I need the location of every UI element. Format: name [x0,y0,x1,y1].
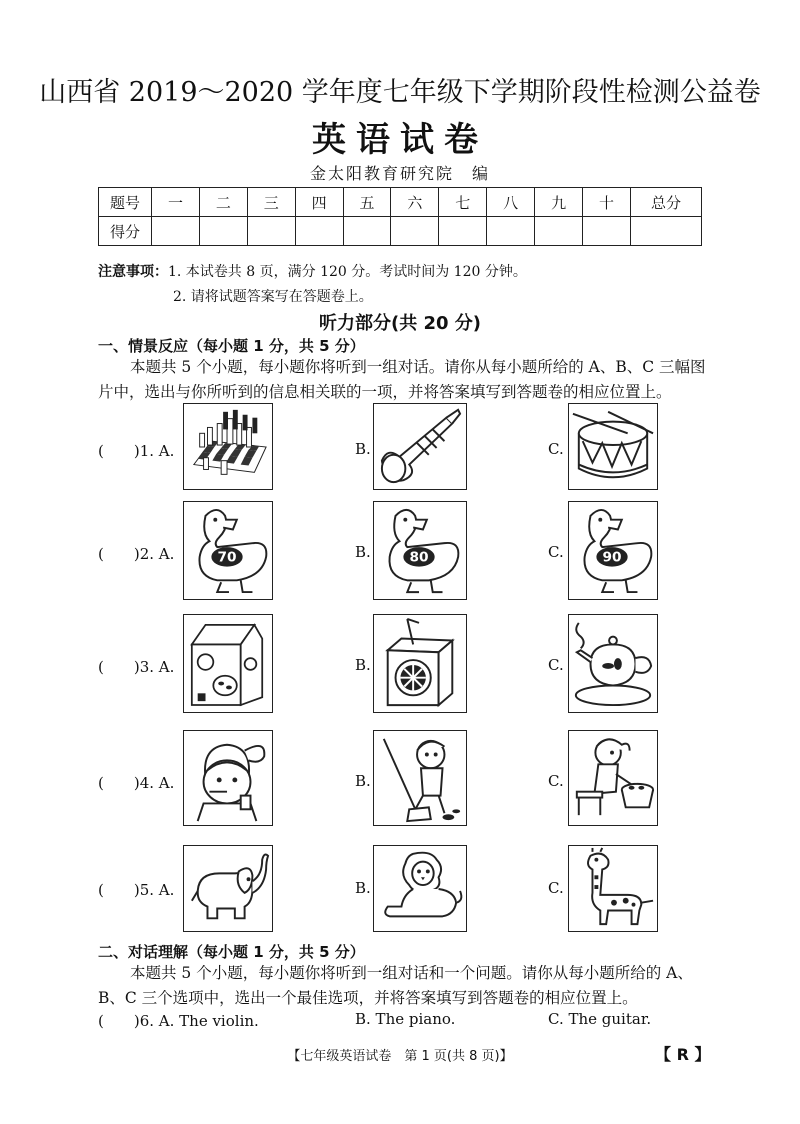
girl-washing-clothes-picture [568,730,658,826]
notice-text-1: 1. 本试卷共 8 页，满分 120 分。考试时间为 120 分钟。 [168,264,527,280]
score-table [98,187,702,246]
score-cell [439,217,487,246]
question-1-option-c: C. [548,440,564,458]
score-header-cell: 总分 [631,188,702,217]
score-table-header-row [99,188,702,217]
question-5-label: ( )5. A. [98,881,175,899]
score-cell [199,217,247,246]
trumpet-picture [373,403,467,490]
chess-board-picture [183,403,273,490]
score-cell [295,217,343,246]
question-2-option-b: B. [355,543,371,561]
score-header-cell: 八 [487,188,535,217]
question-5-option-c: C. [548,879,564,897]
question-6-option-b: B. The piano. [355,1010,456,1028]
paper-version-mark: 【 R 】 [655,1045,711,1064]
score-header-cell: 五 [343,188,391,217]
score-header-cell: 二 [199,188,247,217]
score-header-cell: 题号 [99,188,152,217]
question-4-option-b: B. [355,772,371,790]
question-1-option-b: B. [355,440,371,458]
score-header-cell: 一 [152,188,200,217]
score-header-cell: 四 [295,188,343,217]
question-6-option-c: C. The guitar. [548,1010,652,1028]
compiler-line: 金太阳教育研究院 编 [309,164,490,183]
score-cell [487,217,535,246]
score-header-cell: 十 [583,188,631,217]
lion-picture [373,845,467,932]
elephant-picture [183,845,273,932]
duck-number-90: 90 [602,549,622,566]
section1-instructions-2: 片中，选出与你所听到的信息相关联的一项，并将答案填写到答题卷的相应位置上。 [98,383,672,401]
question-3-label: ( )3. A. [98,658,175,676]
milk-carton-picture [183,614,273,713]
score-table-score-row [99,217,702,246]
page-footer: 【七年级英语试卷 第 1 页(共 8 页)】 [287,1049,513,1064]
section1-instructions-1: 本题共 5 个小题，每小题你将听到一组对话。请你从每小题所给的 A、B、C 三幅图 [130,358,706,376]
drum-picture [568,403,658,490]
section1-heading: 一、情景反应（每小题 1 分，共 5 分） [98,337,365,355]
question-4-label: ( )4. A. [98,774,175,792]
juice-box-picture [373,614,467,713]
question-3-option-c: C. [548,656,564,674]
question-5-option-b: B. [355,879,371,897]
duck-70-picture [183,501,273,600]
score-label-cell: 得分 [99,217,152,246]
score-cell [391,217,439,246]
score-cell [583,217,631,246]
score-header-cell: 六 [391,188,439,217]
score-header-cell: 七 [439,188,487,217]
section2-instructions-2: B、C 三个选项中，选出一个最佳选项，并将答案填写到答题卷的相应位置上。 [98,989,638,1007]
question-3-option-b: B. [355,656,371,674]
section2-instructions-1: 本题共 5 个小题，每小题你将听到一组对话和一个问题。请你从每小题所给的 A、 [130,964,693,982]
notice-label: 注意事项： [98,264,168,280]
score-cell [535,217,583,246]
question-6-label: ( )6. A. The violin. [98,1012,259,1030]
score-cell [631,217,702,246]
duck-number-70: 70 [217,549,237,566]
score-cell [343,217,391,246]
listening-part-title: 听力部分(共 20 分) [318,313,482,334]
girl-brushing-teeth-picture [183,730,273,826]
question-2-label: ( )2. A. [98,545,175,563]
duck-80-picture [373,501,467,600]
giraffe-picture [568,845,658,932]
score-header-cell: 九 [535,188,583,217]
score-header-cell: 三 [247,188,295,217]
boy-sweeping-picture [373,730,467,826]
exam-title-line: 山西省 2019～2020 学年度七年级下学期阶段性检测公益卷 [39,77,761,108]
notice-line-1 [98,261,527,281]
duck-number-80: 80 [409,549,429,566]
question-2-option-c: C. [548,543,564,561]
score-cell [152,217,200,246]
teapot-picture [568,614,658,713]
duck-90-picture [568,501,658,600]
question-1-label: ( )1. A. [98,442,175,460]
score-cell [247,217,295,246]
subject-title: 英语试卷 [312,120,488,160]
section2-heading: 二、对话理解（每小题 1 分，共 5 分） [98,943,365,961]
question-4-option-c: C. [548,772,564,790]
notice-text-2: 2. 请将试题答案写在答题卷上。 [173,289,373,305]
